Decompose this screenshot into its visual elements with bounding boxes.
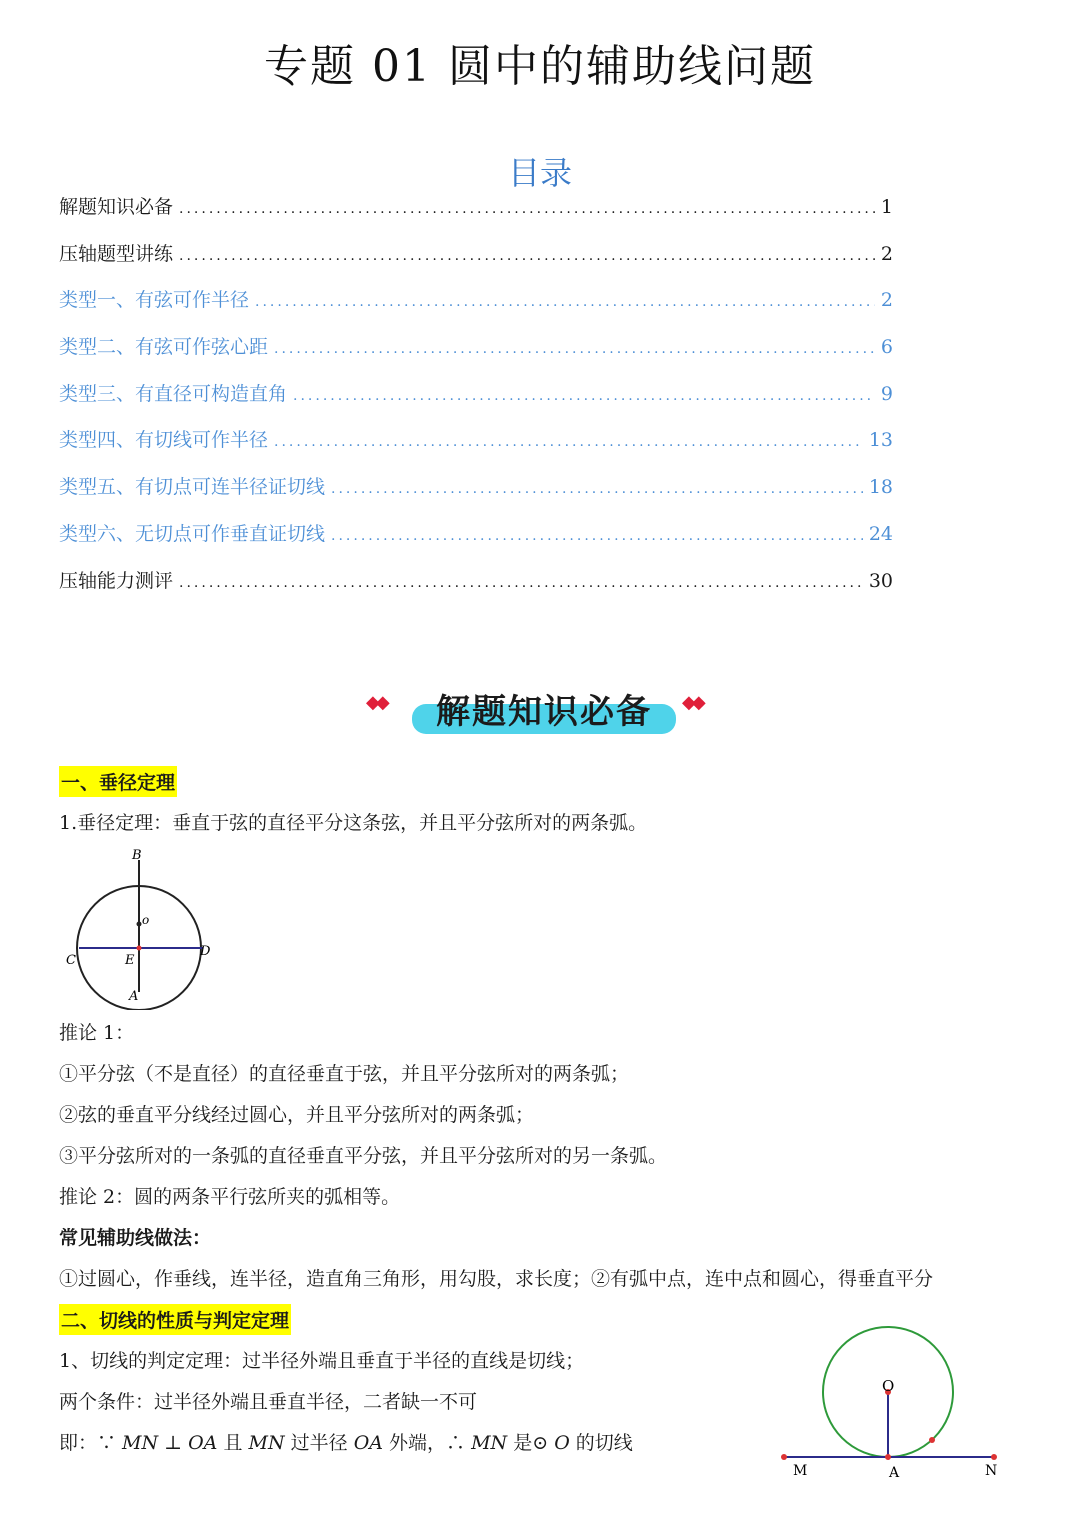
toc-item-label: 类型三、有直径可构造直角: [59, 382, 288, 405]
toc-item-page: 30: [868, 569, 893, 592]
toc-item-page: 1: [880, 196, 893, 218]
toc-item-page: 18: [868, 476, 893, 499]
label-a: A: [889, 1465, 900, 1481]
toc-item[interactable]: [59, 472, 893, 519]
label-o: o: [142, 913, 150, 927]
toc-item-label: 解题知识必备: [59, 196, 174, 218]
corollary-2: 推论 2：圆的两条平行弦所夹的弧相等。: [59, 1186, 401, 1208]
toc-leader-dots: [255, 294, 875, 310]
toc-leader-dots: [274, 341, 875, 357]
section-banner: [360, 682, 730, 740]
toc-item-label: 压轴能力测评: [59, 569, 174, 592]
point-a: [885, 1454, 891, 1460]
toc-item[interactable]: [59, 566, 893, 613]
proof-text: 的切线: [569, 1432, 633, 1454]
toc-item[interactable]: [59, 332, 893, 379]
tangent-conditions: 两个条件：过半径外端且垂直半径，二者缺一不可: [59, 1391, 478, 1413]
toc-leader-dots: [179, 575, 863, 591]
diamond-icon-left: ◆◆: [366, 692, 386, 713]
toc-item[interactable]: [59, 519, 893, 566]
label-m: M: [793, 1463, 808, 1479]
theorem-statement: 1.垂径定理：垂直于弦的直径平分这条弦，并且平分弦所对的两条弧。: [59, 812, 648, 834]
point-on-circle: [929, 1437, 935, 1443]
page-title: 专题 01 圆中的辅助线问题: [264, 41, 816, 92]
toc-item-page: 9: [880, 382, 893, 405]
section-heading-tangent: 二、切线的性质与判定定理: [59, 1304, 291, 1335]
corollary-1-title: 推论 1：: [59, 1022, 135, 1044]
label-e: E: [125, 953, 135, 968]
label-c: C: [66, 953, 76, 968]
corollary-1-item: ①平分弦（不是直径）的直径垂直于弦，并且平分弦所对的两条弧；: [59, 1063, 630, 1085]
toc-leader-dots: [274, 434, 863, 450]
toc-item-page: 13: [868, 429, 893, 452]
toc-item-label: 类型四、有切线可作半径: [59, 429, 269, 452]
tangent-diagram: [770, 1320, 1010, 1490]
banner-title: 解题知识必备: [436, 692, 652, 732]
toc-item-label: 压轴题型讲练: [59, 242, 174, 265]
proof-symbol: MN: [122, 1432, 159, 1454]
center-point: [137, 922, 142, 927]
toc-leader-dots: [179, 201, 875, 217]
toc-item[interactable]: [59, 192, 893, 239]
toc-item-page: 6: [880, 336, 893, 359]
table-of-contents: [59, 192, 893, 612]
diamond-icon-right: ◆◆: [682, 692, 702, 713]
methods-text: ①过圆心，作垂线，连半径，造直角三角形，用勾股，求长度；②有弧中点，连中点和圆心，得垂直平分: [59, 1268, 934, 1290]
toc-leader-dots: [331, 481, 863, 497]
label-n: N: [985, 1463, 998, 1479]
toc-leader-dots: [331, 528, 863, 544]
proof-symbol: MN: [471, 1432, 508, 1454]
proof-symbol: OA: [188, 1432, 218, 1454]
proof-symbol: MN: [248, 1432, 285, 1454]
corollary-1-item: ③平分弦所对的一条弧的直径垂直平分弦，并且平分弦所对的另一条弧。: [59, 1145, 668, 1167]
toc-item-page: 24: [868, 522, 893, 545]
proof-text: 外端，∴: [383, 1432, 472, 1454]
toc-item-page: 2: [880, 242, 893, 265]
proof-symbol: O: [554, 1432, 570, 1454]
toc-item[interactable]: [59, 425, 893, 472]
proof-text: 且: [217, 1432, 249, 1454]
methods-title: 常见辅助线做法：: [59, 1227, 212, 1249]
toc-item-page: 2: [880, 289, 893, 312]
label-a: A: [129, 989, 139, 1004]
toc-item[interactable]: [59, 285, 893, 332]
proof-text: ⊥: [158, 1432, 189, 1454]
toc-heading: 目录: [507, 154, 572, 192]
toc-item[interactable]: [59, 379, 893, 426]
corollary-1-item: ②弦的垂直平分线经过圆心，并且平分弦所对的两条弧；: [59, 1104, 535, 1126]
point-e: [137, 946, 142, 951]
section-heading-perpendicular-diameter: 一、垂径定理: [59, 766, 177, 797]
proof-text: 是⊙: [507, 1432, 555, 1454]
toc-item-label: 类型六、无切点可作垂直证切线: [59, 522, 326, 545]
toc-leader-dots: [179, 248, 875, 264]
toc-item-label: 类型五、有切点可连半径证切线: [59, 476, 326, 499]
circle-diagram-perpendicular-diameter: [55, 840, 225, 1010]
point-m: [781, 1454, 787, 1460]
proof-text: 即：∵: [59, 1432, 123, 1454]
toc-item[interactable]: [59, 239, 893, 286]
toc-item-label: 类型一、有弦可作半径: [59, 289, 250, 312]
toc-leader-dots: [293, 388, 875, 404]
tangent-proof: [59, 1428, 633, 1455]
label-d: D: [200, 944, 211, 959]
proof-text: 过半径: [284, 1432, 354, 1454]
label-b: B: [132, 848, 142, 863]
proof-symbol: OA: [353, 1432, 383, 1454]
point-n: [991, 1454, 997, 1460]
toc-item-label: 类型二、有弦可作弦心距: [59, 336, 269, 359]
label-o: O: [882, 1377, 895, 1395]
tangent-criterion: 1、切线的判定定理：过半径外端且垂直于半径的直线是切线；: [59, 1350, 585, 1372]
